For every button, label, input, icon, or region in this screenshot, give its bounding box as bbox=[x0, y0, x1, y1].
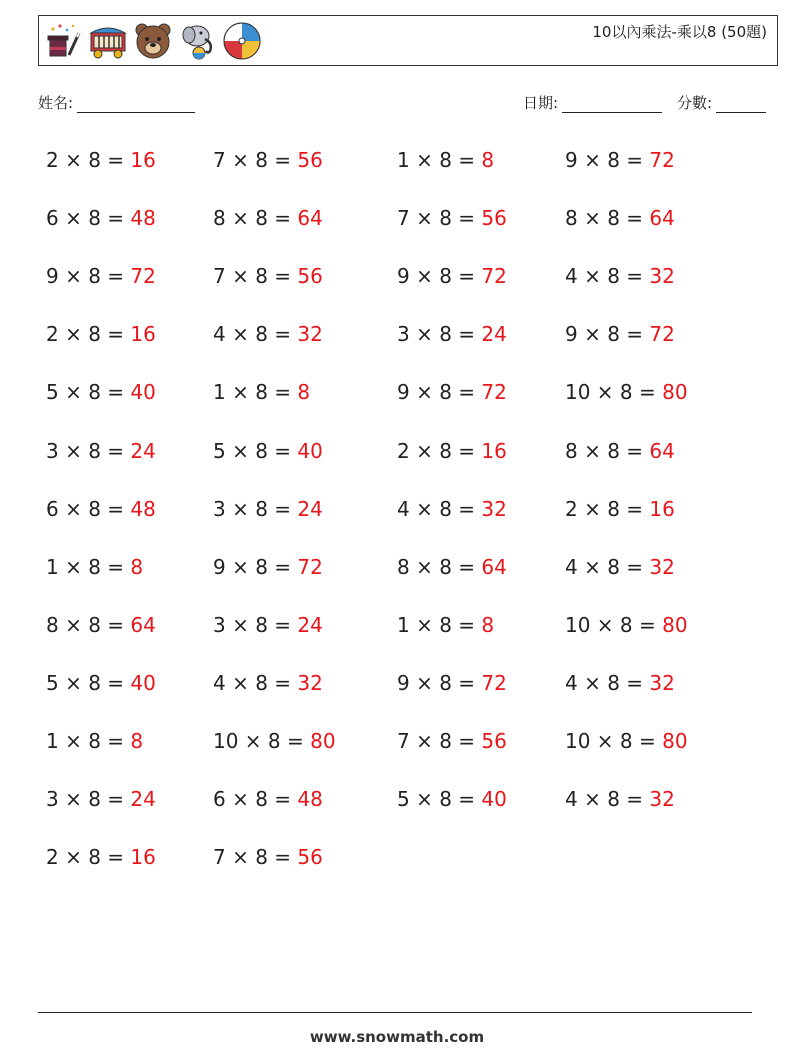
problem-question: 3 × 8 = bbox=[213, 497, 298, 521]
problem-item bbox=[213, 729, 336, 753]
problem-question: 2 × 8 = bbox=[46, 845, 131, 869]
problem-answer: 72 bbox=[649, 322, 675, 346]
problem-question: 5 × 8 = bbox=[46, 671, 131, 695]
score-field bbox=[677, 92, 766, 113]
problem-answer: 32 bbox=[297, 322, 323, 346]
problem-item bbox=[213, 671, 323, 695]
problem-answer: 72 bbox=[481, 380, 507, 404]
problem-item bbox=[213, 380, 310, 404]
header-icons bbox=[43, 21, 263, 61]
problem-item bbox=[565, 322, 675, 346]
problem-question: 5 × 8 = bbox=[46, 380, 131, 404]
problem-item bbox=[46, 555, 143, 579]
problem-question: 4 × 8 = bbox=[213, 671, 298, 695]
problem-question: 5 × 8 = bbox=[397, 787, 482, 811]
problem-item bbox=[565, 787, 675, 811]
problem-answer: 56 bbox=[297, 148, 323, 172]
problem-answer: 48 bbox=[130, 206, 156, 230]
problem-item bbox=[213, 845, 323, 869]
problem-item bbox=[397, 787, 507, 811]
problem-question: 5 × 8 = bbox=[213, 439, 298, 463]
problem-item bbox=[213, 439, 323, 463]
problem-answer: 16 bbox=[130, 148, 156, 172]
name-blank-line[interactable] bbox=[77, 98, 195, 113]
problem-question: 4 × 8 = bbox=[565, 787, 650, 811]
problem-answer: 24 bbox=[297, 497, 323, 521]
problem-item bbox=[565, 613, 688, 637]
problem-answer: 32 bbox=[649, 671, 675, 695]
problem-question: 6 × 8 = bbox=[46, 206, 131, 230]
beach-ball-icon bbox=[221, 21, 263, 61]
problem-item bbox=[46, 787, 156, 811]
score-label: 分數: bbox=[677, 94, 713, 112]
problem-item bbox=[46, 729, 143, 753]
circus-wagon-icon bbox=[87, 21, 129, 61]
problem-answer: 64 bbox=[297, 206, 323, 230]
problem-answer: 72 bbox=[481, 264, 507, 288]
problem-item bbox=[213, 264, 323, 288]
problem-answer: 72 bbox=[481, 671, 507, 695]
problem-question: 3 × 8 = bbox=[397, 322, 482, 346]
problem-item bbox=[213, 787, 323, 811]
problem-item bbox=[46, 497, 156, 521]
problem-item bbox=[565, 671, 675, 695]
problem-item bbox=[397, 206, 507, 230]
problem-question: 8 × 8 = bbox=[565, 439, 650, 463]
problem-answer: 56 bbox=[481, 206, 507, 230]
problem-item bbox=[397, 148, 494, 172]
problem-item bbox=[397, 497, 507, 521]
problem-answer: 40 bbox=[130, 380, 156, 404]
problem-answer: 80 bbox=[662, 729, 688, 753]
problem-question: 3 × 8 = bbox=[46, 439, 131, 463]
problem-answer: 16 bbox=[481, 439, 507, 463]
bear-icon bbox=[133, 21, 173, 61]
problem-item bbox=[46, 671, 156, 695]
problem-answer: 56 bbox=[297, 264, 323, 288]
problem-answer: 24 bbox=[297, 613, 323, 637]
worksheet-header bbox=[38, 15, 778, 66]
problem-item bbox=[565, 497, 675, 521]
problem-question: 1 × 8 = bbox=[397, 148, 482, 172]
worksheet-title: 10以內乘法-乘以8 (50題) bbox=[592, 23, 767, 41]
problem-item bbox=[213, 148, 323, 172]
problem-answer: 32 bbox=[297, 671, 323, 695]
problem-answer: 64 bbox=[649, 206, 675, 230]
problem-question: 8 × 8 = bbox=[397, 555, 482, 579]
problem-question: 8 × 8 = bbox=[565, 206, 650, 230]
problem-question: 4 × 8 = bbox=[565, 264, 650, 288]
problem-question: 6 × 8 = bbox=[213, 787, 298, 811]
problem-answer: 40 bbox=[481, 787, 507, 811]
problem-item bbox=[397, 729, 507, 753]
problem-question: 2 × 8 = bbox=[46, 322, 131, 346]
problem-answer: 8 bbox=[130, 555, 144, 579]
problem-answer: 8 bbox=[481, 613, 495, 637]
problem-answer: 64 bbox=[130, 613, 156, 637]
problem-question: 3 × 8 = bbox=[213, 613, 298, 637]
problem-item bbox=[397, 613, 494, 637]
problem-item bbox=[565, 380, 688, 404]
problem-answer: 32 bbox=[649, 264, 675, 288]
problem-answer: 80 bbox=[310, 729, 336, 753]
problem-question: 8 × 8 = bbox=[213, 206, 298, 230]
problem-answer: 32 bbox=[649, 787, 675, 811]
magic-hat-icon bbox=[43, 21, 83, 61]
problem-question: 10 × 8 = bbox=[213, 729, 311, 753]
score-blank-line[interactable] bbox=[716, 98, 766, 113]
footer-divider bbox=[38, 1012, 752, 1013]
problem-answer: 64 bbox=[649, 439, 675, 463]
problem-item bbox=[565, 206, 675, 230]
problem-item bbox=[213, 613, 323, 637]
problem-answer: 80 bbox=[662, 613, 688, 637]
problem-item bbox=[397, 555, 507, 579]
problem-item bbox=[397, 439, 507, 463]
problem-item bbox=[397, 264, 507, 288]
problem-answer: 32 bbox=[649, 555, 675, 579]
footer-url: www.snowmath.com bbox=[309, 1028, 485, 1046]
problem-question: 8 × 8 = bbox=[46, 613, 131, 637]
problem-answer: 80 bbox=[662, 380, 688, 404]
problem-answer: 64 bbox=[481, 555, 507, 579]
name-field bbox=[38, 92, 195, 113]
problem-question: 2 × 8 = bbox=[565, 497, 650, 521]
problem-answer: 24 bbox=[130, 439, 156, 463]
problem-item bbox=[213, 497, 323, 521]
date-label: 日期: bbox=[523, 94, 559, 112]
problem-question: 1 × 8 = bbox=[213, 380, 298, 404]
problem-answer: 16 bbox=[130, 845, 156, 869]
problem-item bbox=[46, 439, 156, 463]
problem-question: 3 × 8 = bbox=[46, 787, 131, 811]
problem-answer: 56 bbox=[481, 729, 507, 753]
problem-item bbox=[565, 439, 675, 463]
problem-question: 1 × 8 = bbox=[46, 729, 131, 753]
problem-item bbox=[565, 729, 688, 753]
problem-question: 9 × 8 = bbox=[46, 264, 131, 288]
problem-answer: 16 bbox=[130, 322, 156, 346]
problem-answer: 48 bbox=[297, 787, 323, 811]
problem-question: 6 × 8 = bbox=[46, 497, 131, 521]
problem-question: 9 × 8 = bbox=[213, 555, 298, 579]
problem-item bbox=[213, 206, 323, 230]
problem-answer: 8 bbox=[481, 148, 495, 172]
problem-question: 1 × 8 = bbox=[46, 555, 131, 579]
problem-answer: 8 bbox=[130, 729, 144, 753]
problem-question: 4 × 8 = bbox=[397, 497, 482, 521]
problem-answer: 16 bbox=[649, 497, 675, 521]
date-blank-line[interactable] bbox=[562, 98, 662, 113]
problem-question: 1 × 8 = bbox=[397, 613, 482, 637]
problem-question: 9 × 8 = bbox=[397, 264, 482, 288]
problem-question: 10 × 8 = bbox=[565, 380, 663, 404]
problem-question: 9 × 8 = bbox=[397, 671, 482, 695]
problem-item bbox=[46, 845, 156, 869]
problem-item bbox=[213, 555, 323, 579]
problem-question: 10 × 8 = bbox=[565, 613, 663, 637]
problem-question: 9 × 8 = bbox=[565, 322, 650, 346]
problem-question: 4 × 8 = bbox=[565, 555, 650, 579]
problem-question: 7 × 8 = bbox=[213, 148, 298, 172]
problem-answer: 48 bbox=[130, 497, 156, 521]
problem-answer: 72 bbox=[130, 264, 156, 288]
problem-question: 7 × 8 = bbox=[213, 264, 298, 288]
problem-item bbox=[565, 264, 675, 288]
problem-item bbox=[46, 264, 156, 288]
problem-question: 7 × 8 = bbox=[213, 845, 298, 869]
problem-item bbox=[397, 322, 507, 346]
problem-answer: 56 bbox=[297, 845, 323, 869]
problem-question: 4 × 8 = bbox=[565, 671, 650, 695]
problem-question: 7 × 8 = bbox=[397, 729, 482, 753]
problem-item bbox=[213, 322, 323, 346]
problem-item bbox=[565, 148, 675, 172]
problem-question: 2 × 8 = bbox=[397, 439, 482, 463]
problem-answer: 40 bbox=[297, 439, 323, 463]
problem-answer: 8 bbox=[297, 380, 311, 404]
problem-question: 10 × 8 = bbox=[565, 729, 663, 753]
problem-answer: 24 bbox=[130, 787, 156, 811]
date-field bbox=[523, 92, 662, 113]
problem-question: 2 × 8 = bbox=[46, 148, 131, 172]
elephant-icon bbox=[177, 21, 217, 61]
problem-item bbox=[46, 613, 156, 637]
problem-answer: 32 bbox=[481, 497, 507, 521]
problem-item bbox=[46, 148, 156, 172]
problem-question: 9 × 8 = bbox=[565, 148, 650, 172]
problem-answer: 72 bbox=[297, 555, 323, 579]
problem-answer: 40 bbox=[130, 671, 156, 695]
problem-answer: 72 bbox=[649, 148, 675, 172]
problem-item bbox=[397, 380, 507, 404]
problem-question: 4 × 8 = bbox=[213, 322, 298, 346]
problem-item bbox=[565, 555, 675, 579]
problem-item bbox=[397, 671, 507, 695]
problem-question: 7 × 8 = bbox=[397, 206, 482, 230]
problem-item bbox=[46, 206, 156, 230]
problem-answer: 24 bbox=[481, 322, 507, 346]
problem-item bbox=[46, 380, 156, 404]
name-label: 姓名: bbox=[38, 94, 74, 112]
problem-item bbox=[46, 322, 156, 346]
problem-question: 9 × 8 = bbox=[397, 380, 482, 404]
